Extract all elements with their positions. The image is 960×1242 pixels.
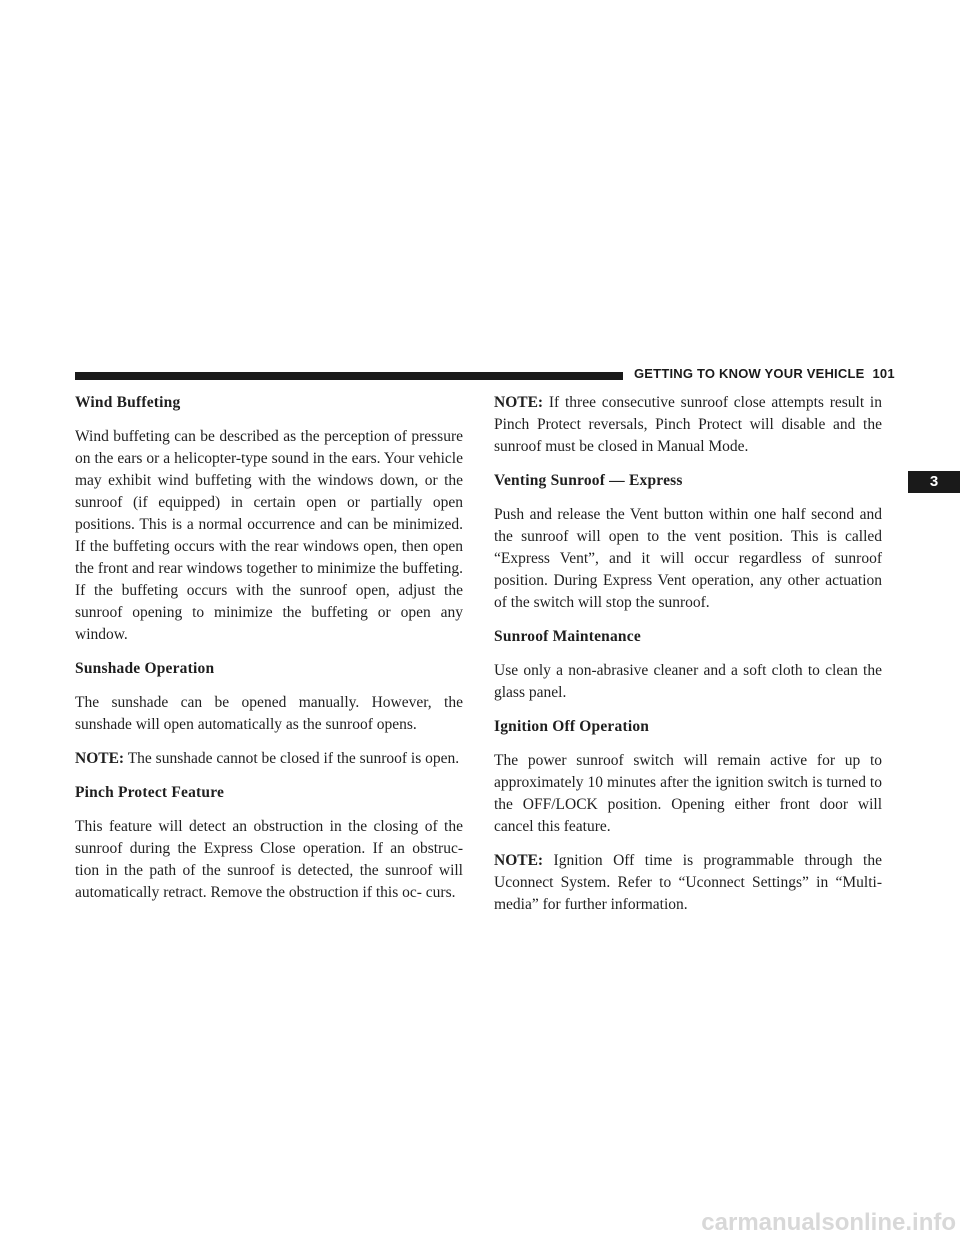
footer-watermark: carmanualsonline.info [701, 1209, 956, 1236]
note-text: Ignition Off time is programmable through the Uconnect System. Refer to “Uconnect Settings” in “Multi- media” for further information. [494, 852, 882, 913]
running-header [634, 366, 895, 381]
note-sunshade [75, 748, 463, 770]
section-heading-pinch-protect: Pinch Protect Feature [75, 784, 225, 801]
section-heading-wind-buffeting: Wind Buffeting [75, 394, 181, 411]
right-column [494, 392, 882, 928]
left-column [75, 392, 463, 916]
paragraph-venting-sunroof: Push and release the Vent button within one half second and the sunroof will open to the vent position. This is called “Express Vent”, and it will occur regardless of sunroof position. During Express Vent operation, any other actuation of the switch will stop the sunroof. [494, 506, 882, 611]
header-rule [75, 372, 623, 380]
note-label: NOTE: [75, 750, 125, 767]
section-heading-sunshade: Sunshade Operation [75, 660, 215, 677]
note-text: The sunshade cannot be closed if the sunroof is open. [124, 750, 460, 767]
section-heading-sunroof-maintenance: Sunroof Maintenance [494, 628, 641, 645]
paragraph-sunroof-maintenance: Use only a non-abrasive cleaner and a soft cloth to clean the glass panel. [494, 662, 882, 701]
section-heading-ignition-off: Ignition Off Operation [494, 718, 650, 735]
paragraph-pinch-protect: This feature will detect an obstruction in the closing of the sunroof during the Express Close operation. If an obstruc- tion in the path of the sunroof is detected, the sunroof will automatically retract. Remove the obstruction if this oc- curs. [75, 818, 463, 901]
note-ignition-off [494, 850, 882, 916]
paragraph-ignition-off: The power sunroof switch will remain active for up to approximately 10 minutes after the ignition switch is turned to the OFF/LOCK position. Opening either front door will cancel this feature. [494, 752, 882, 835]
paragraph-sunshade: The sunshade can be opened manually. However, the sunshade will open automatically as the sunroof opens. [75, 694, 463, 733]
note-pinch-protect [494, 392, 882, 458]
paragraph-wind-buffeting: Wind buffeting can be described as the perception of pressure on the ears or a helicopter-type sound in the ears. Your vehicle may exhibit wind buffeting with the windows down, or the sunroof (if equipped) in certain open or partially open positions. This is a normal occurrence and can be minimized. If the buffeting occurs with the rear windows open, then open the front and rear windows together to minimize the buffeting. If the buffeting occurs with the sunroof open, adjust the sunroof opening to minimize the buffeting or open any window. [75, 428, 463, 643]
section-heading-venting-sunroof: Venting Sunroof — Express [494, 472, 683, 489]
note-text: If three consecutive sunroof close attempts result in Pinch Protect reversals, Pinch Protect will disable and the sunroof must be closed in Manual Mode. [494, 394, 882, 455]
chapter-tab: 3 [908, 471, 960, 493]
note-label: NOTE: [494, 852, 544, 869]
section-title: GETTING TO KNOW YOUR VEHICLE [634, 366, 865, 381]
page-number: 101 [872, 366, 895, 381]
note-label: NOTE: [494, 394, 544, 411]
